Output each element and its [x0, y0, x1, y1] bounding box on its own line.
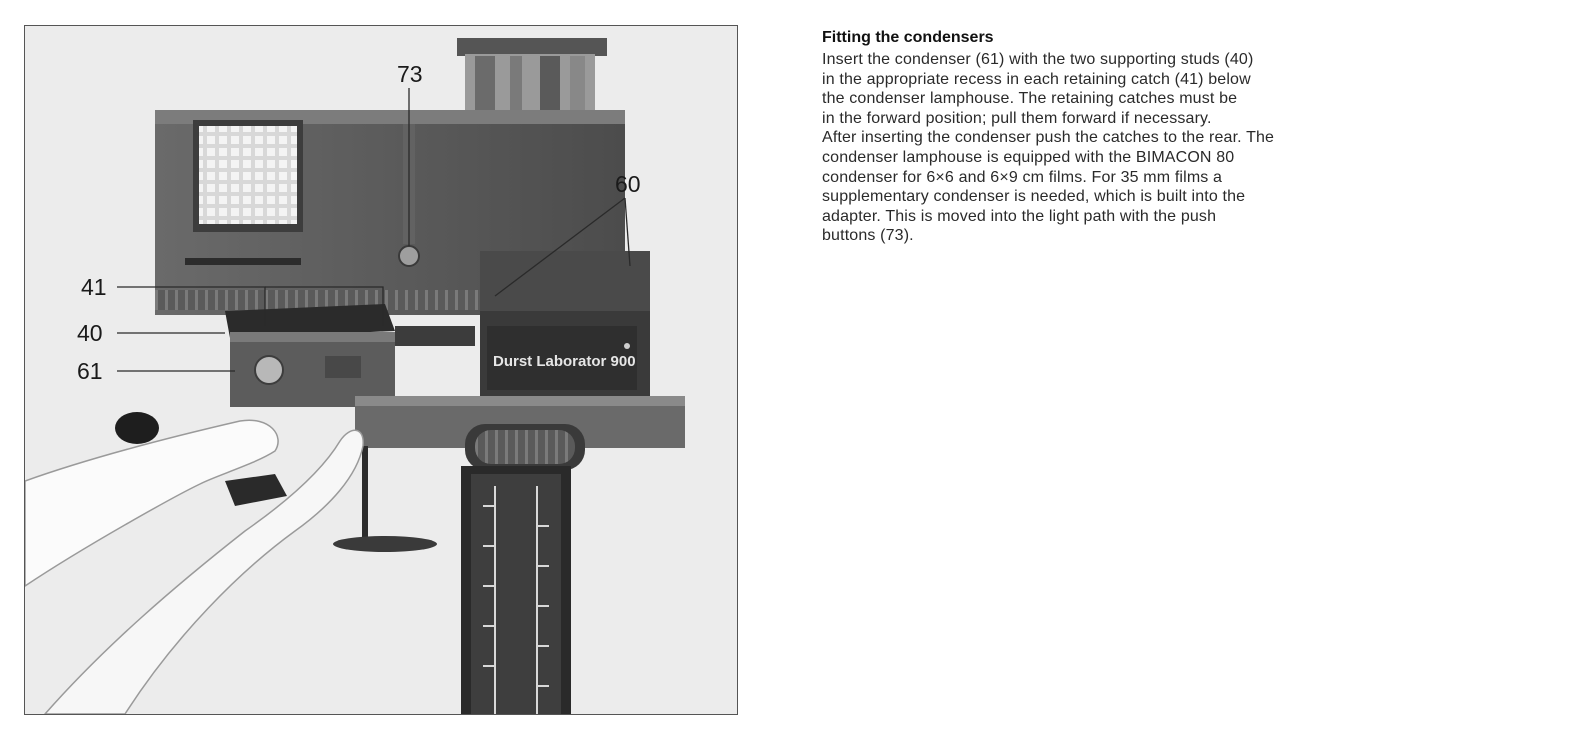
- enlarger-illustration: [25, 26, 737, 714]
- dark-object: [115, 412, 159, 444]
- paragraph-line: adapter. This is moved into the light path with the push: [822, 207, 1217, 225]
- condenser-knob-icon: [255, 356, 283, 384]
- callout-73: 73: [397, 61, 423, 87]
- paragraph-line: the condenser lamphouse. The retaining catches must be: [822, 90, 1238, 108]
- callout-60: 60: [615, 171, 641, 197]
- paragraph-line: buttons (73).: [822, 227, 914, 245]
- paragraph-line: condenser for 6×6 and 6×9 cm films. For 35 mm films a: [822, 168, 1223, 186]
- column-with-scale: [461, 466, 571, 714]
- callout-40: 40: [77, 320, 103, 346]
- paragraph-line: in the forward position; pull them forward if necessary.: [822, 109, 1212, 127]
- instructions-text-block: [822, 28, 1562, 246]
- brand-plate-text: Durst Laborator 900: [493, 353, 636, 370]
- push-button-73-icon: [399, 246, 419, 266]
- enlarger-photo-figure: [24, 25, 738, 715]
- paragraph-line: condenser lamphouse is equipped with the BIMACON 80: [822, 148, 1235, 166]
- paragraph-line: in the appropriate recess in each retaining catch (41) below: [822, 70, 1251, 88]
- paragraph-line: After inserting the condenser push the catches to the rear. The: [822, 129, 1275, 147]
- section-heading: Fitting the condensers: [822, 29, 994, 46]
- paragraph-line: supplementary condenser is needed, which is built into the: [822, 188, 1246, 206]
- ventilation-grille: [199, 126, 297, 224]
- callout-41: 41: [81, 274, 107, 300]
- enlarger-body: [480, 251, 650, 411]
- callout-61: 61: [77, 358, 103, 384]
- paragraph-line: Insert the condenser (61) with the two supporting studs (40): [822, 51, 1254, 68]
- filter-slot: [185, 258, 301, 265]
